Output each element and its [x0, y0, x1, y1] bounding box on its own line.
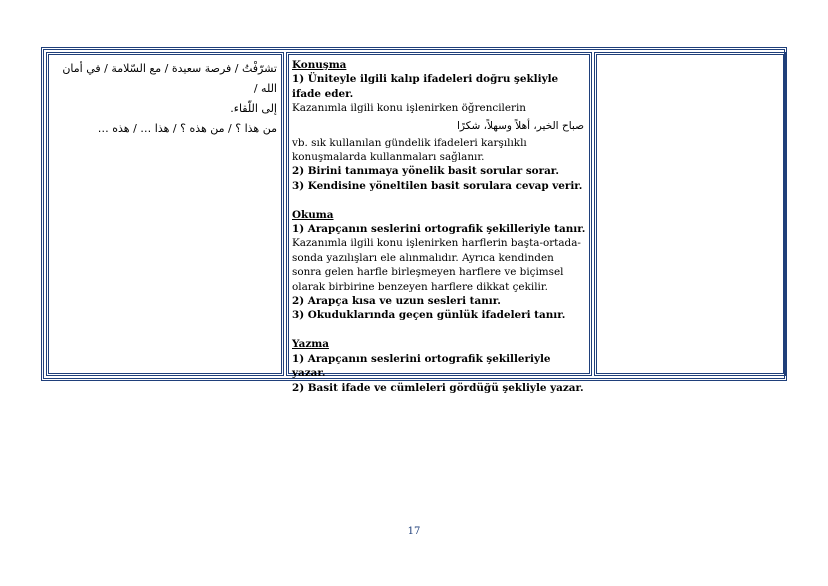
yazma-heading: Yazma: [292, 338, 329, 351]
konusma-item-2: 2) Birini tanımaya yönelik basit sorular sorar.: [292, 165, 559, 178]
arabic-line-1: تشرّفْتُ / فرصة سعيدة / مع السّلامة / في أمان الله /: [62, 62, 277, 95]
okuma-item-2: 2) Arapça kısa ve uzun sesleri tanır.: [292, 295, 501, 308]
konusma-heading: Konuşma: [292, 59, 347, 71]
konusma-item-1: 1) Üniteyle ilgili kalıp ifadeleri doğru şekliyle ifade eder.: [292, 73, 559, 100]
empty-cell: [594, 52, 786, 376]
arabic-line-3: من هذا ؟ / من هذه ؟ / هذا … / هذه …: [97, 122, 277, 135]
arabic-line-2: إلى اللّقاء.: [230, 102, 277, 115]
page-number: 17: [407, 526, 421, 537]
learning-outcomes-cell: [286, 52, 592, 394]
konusma-arabic-phrases: صباح الخير، أهلاً وسهلاً، شكرًا: [456, 119, 584, 132]
arabic-expressions-cell: [46, 52, 284, 376]
okuma-heading: Okuma: [292, 208, 334, 221]
yazma-item-2: 2) Basit ifade ve cümleleri gördüğü şekliyle yazar.: [292, 381, 584, 394]
curriculum-table: [41, 47, 787, 394]
okuma-item-1: 1) Arapçanın seslerini ortografik şekilleriyle tanır.: [292, 223, 586, 236]
konusma-item-3: 3) Kendisine yöneltilen basit sorulara cevap verir.: [292, 179, 583, 192]
okuma-item-3: 3) Okuduklarında geçen günlük ifadeleri tanır.: [292, 309, 566, 322]
konusma-note-2: vb. sık kullanılan gündelik ifadeleri karşılıklı konuşmalarda kullanmaları sağlanır.: [292, 136, 527, 164]
okuma-note: Kazanımla ilgili konu işlenirken harflerin başta-ortada-sonda yazılışları ele alınmalıdır. Ayrıca kendinden sonra gelen harfle birleşmeyen harflere ve biçimsel olarak birbirine benzeyen harflere dikkat çekilir.: [292, 237, 581, 293]
yazma-item-1: 1) Arapçanın seslerini ortografik şekilleriyle yazar.: [292, 352, 551, 380]
konusma-note-1: Kazanımla ilgili konu işlenirken öğrencilerin: [292, 102, 526, 115]
